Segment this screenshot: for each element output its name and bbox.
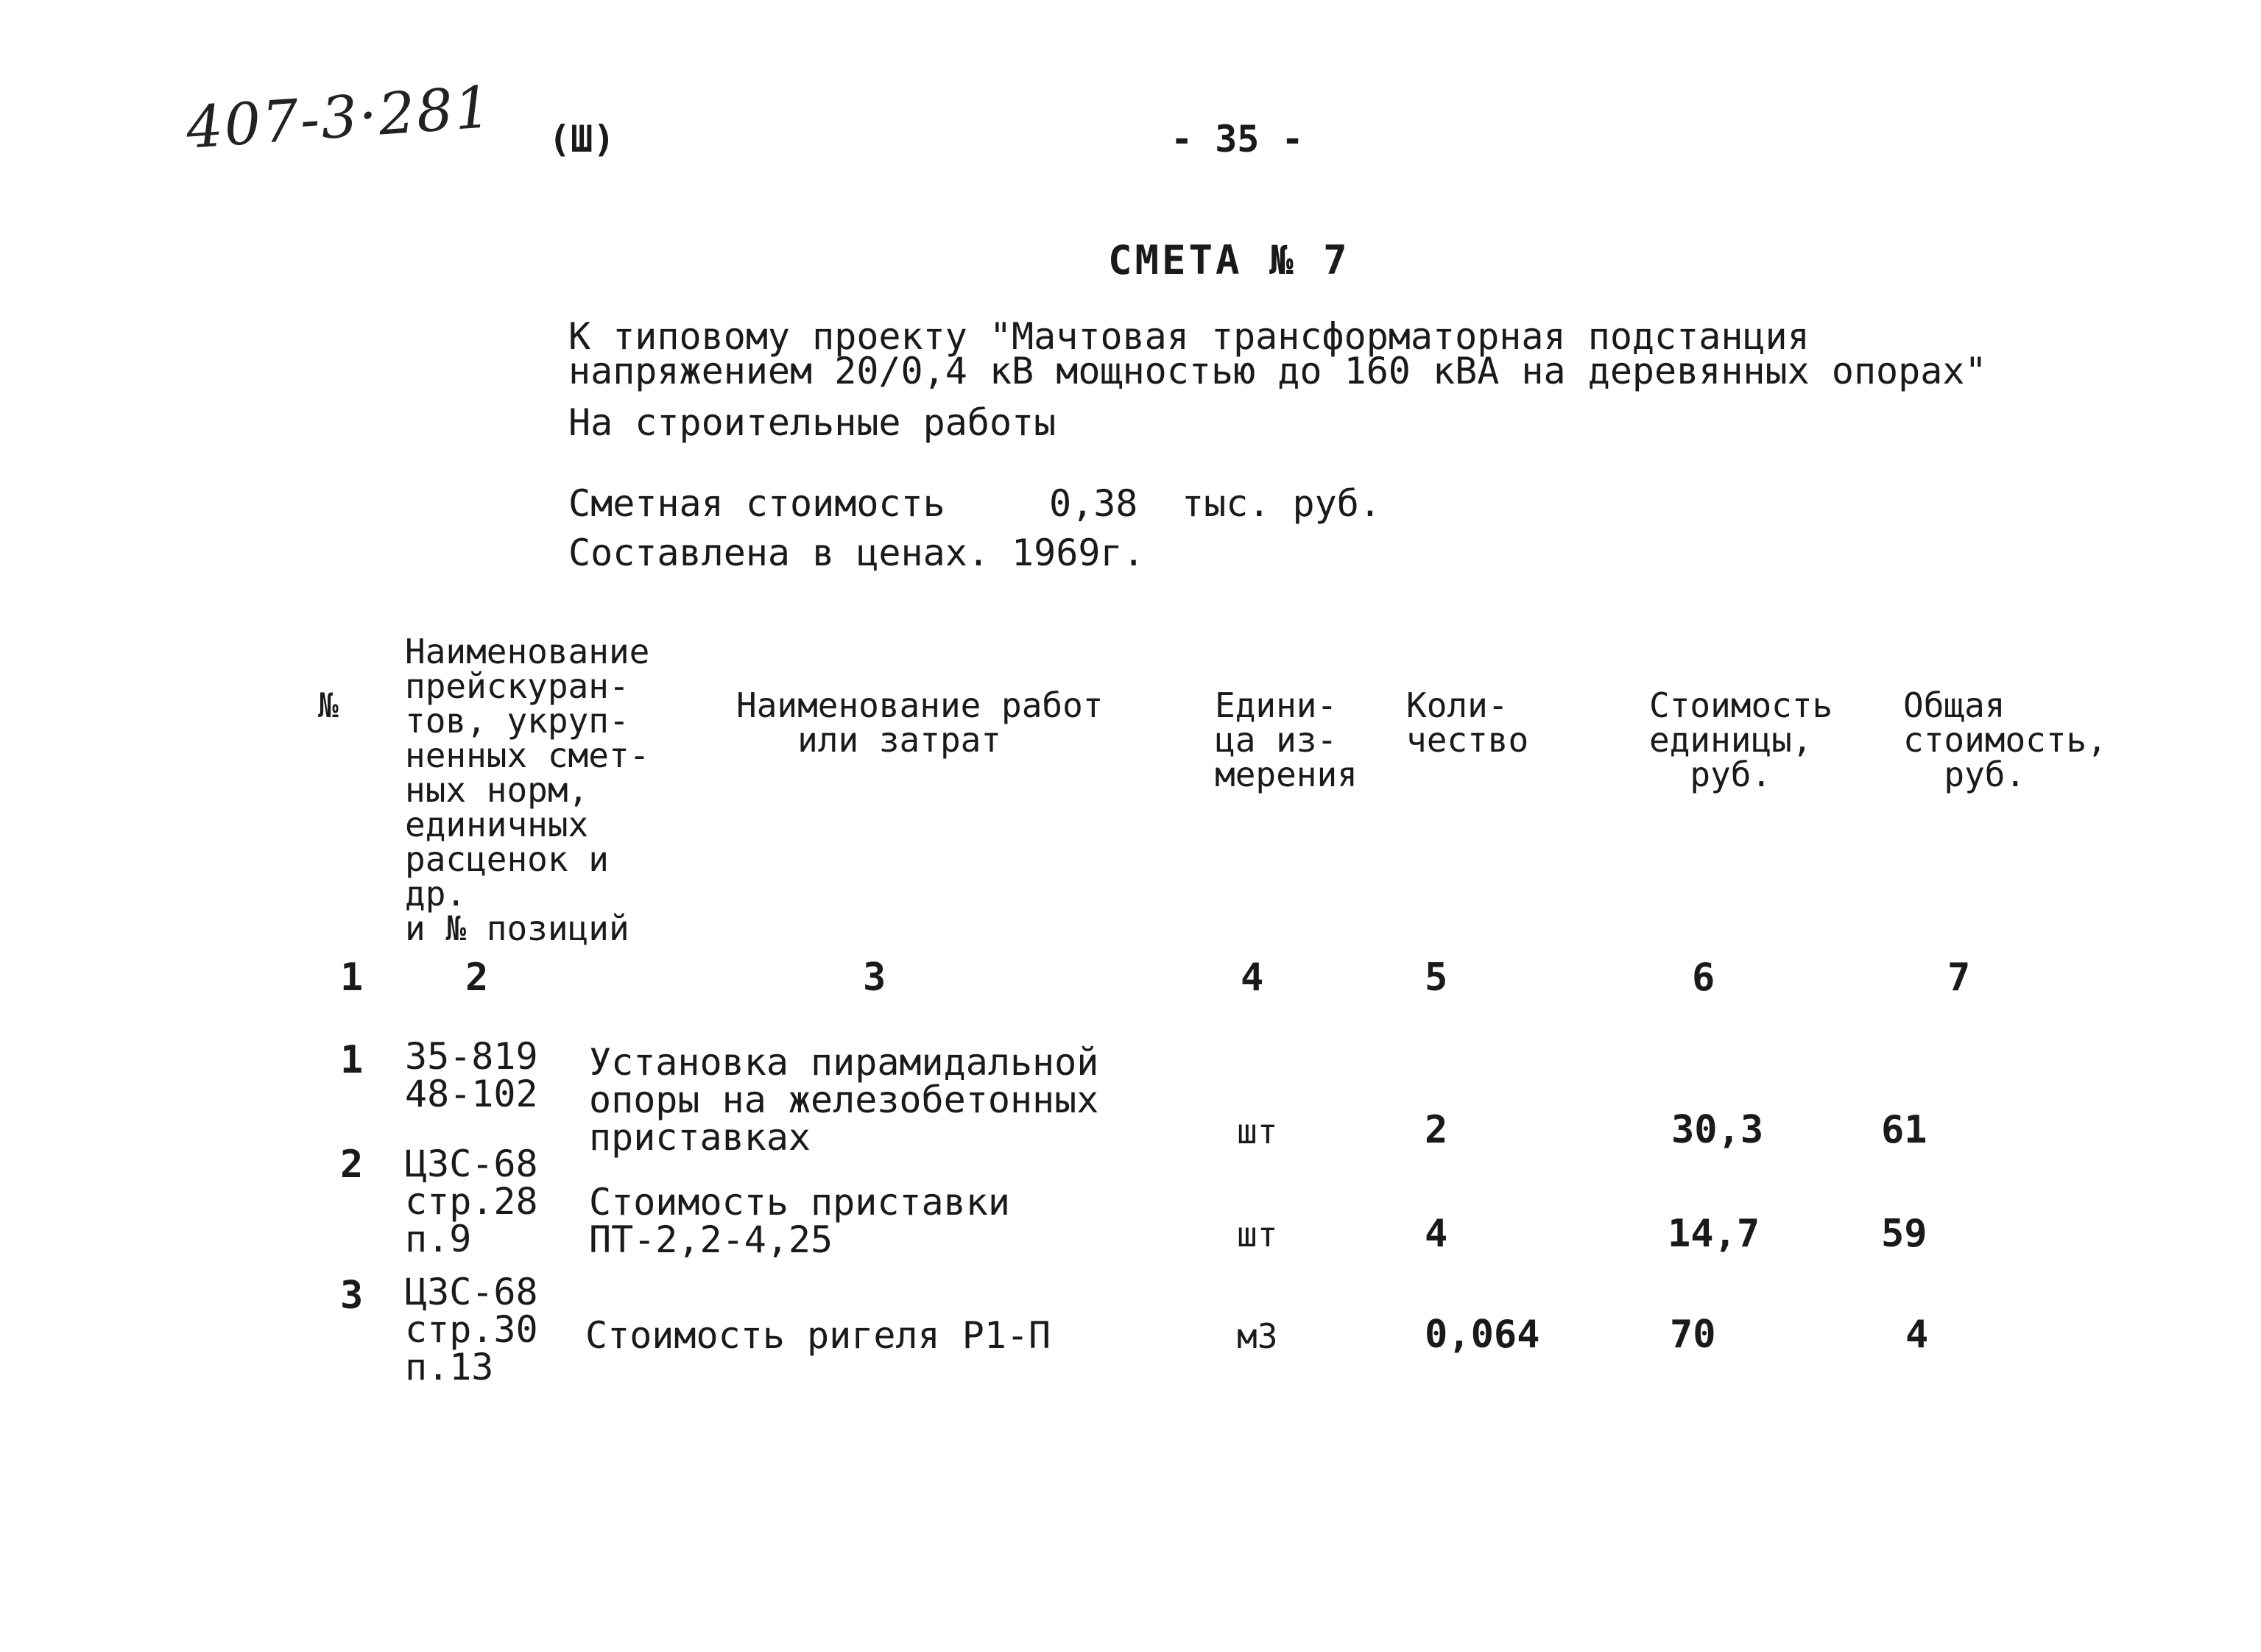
row-2-code: ЦЗС-68 стр.28 п.9 [405,1143,538,1260]
row-3-total: 4 [1905,1313,1929,1357]
volume-mark: (Ш) [549,118,615,160]
row-2-number: 2 [340,1143,364,1187]
header-unit: Едини- ца из- мерения [1215,685,1358,794]
row-1-number: 1 [340,1038,364,1082]
row-3-code: ЦЗС-68 стр.30 п.13 [405,1271,538,1388]
column-number-6: 6 [1692,956,1715,1000]
header-unit-price: Стоимость единицы, руб. [1649,685,1833,794]
row-3-number: 3 [340,1274,364,1318]
row-1-work-name: Установка пирамидальной опоры на железобетонных приставках [589,1041,1099,1159]
row-2-quantity: 4 [1425,1212,1448,1256]
header-total: Общая стоимость, руб. [1903,685,2107,794]
document-title: СМЕТА № 7 [1108,237,1350,283]
header-work-name: Наименование работ или затрат [736,685,1104,760]
row-3-unit-price: 70 [1670,1313,1716,1357]
column-number-3: 3 [863,956,886,1000]
row-2-work-name: Стоимость приставки ПТ-2,2-4,25 [589,1181,1010,1261]
row-2-unit: шт [1237,1215,1278,1254]
handwritten-code: 407-3·281 [184,74,495,162]
row-1-code: 35-819 48-102 [405,1035,538,1115]
row-1-total: 61 [1881,1108,1927,1152]
row-3-unit: м3 [1237,1316,1278,1356]
row-1-unit: шт [1237,1112,1278,1151]
subtitle-line-1: К типовому проекту "Мачтовая трансформаторная подстанция [568,315,1810,358]
row-1-unit-price: 30,3 [1671,1108,1764,1152]
row-2-unit-price: 14,7 [1668,1212,1760,1256]
cost-value: 0,38 [1049,482,1138,525]
column-number-4: 4 [1241,956,1264,1000]
prices-line: Составлена в ценах. 1969г. [568,532,1145,574]
works-line: На строительные работы [568,401,1057,444]
column-number-7: 7 [1947,956,1971,1000]
row-3-quantity: 0,064 [1425,1313,1540,1357]
row-1-quantity: 2 [1425,1108,1448,1152]
cost-label: Сметная стоимость [568,482,945,525]
page-number: - 35 - [1171,118,1304,160]
column-number-1: 1 [340,956,364,1000]
header-pricelist: Наименование прейскуран- тов, укруп- ненных смет- ных норм, единичных расценок и др. и № позиций [405,632,650,948]
subtitle-line-2: напряжением 20/0,4 кВ мощностью до 160 кВА на деревянных опорах" [568,350,1987,392]
column-number-5: 5 [1425,956,1448,1000]
column-number-2: 2 [465,956,489,1000]
row-2-total: 59 [1881,1212,1927,1256]
row-3-work-name: Стоимость ригеля Р1-П [585,1314,1051,1357]
header-number: № [318,685,339,725]
cost-unit: тыс. руб. [1182,482,1381,525]
header-quantity: Коли- чество [1406,685,1529,760]
